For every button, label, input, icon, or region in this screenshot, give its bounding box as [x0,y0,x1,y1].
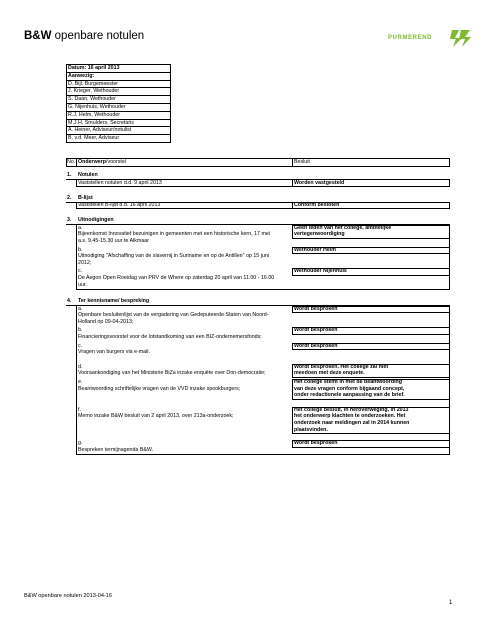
purmerend-logo [388,28,472,48]
attendee: S. Daan, Wethouder [68,96,116,103]
section-box [76,202,450,210]
item-text: b. [78,246,83,253]
item-text: Vaststellen B-lijst d.d. 16 april 2013 [78,202,161,209]
item-decision: Wordt besproken [294,327,338,334]
section-number: 1. [67,172,72,178]
item-decision: Wordt besproken. Het college zal niet [294,363,389,370]
item-text: uur. [78,281,87,288]
item-decision: van deze vragen conform bijgaand concept, [294,385,405,392]
attendee: A. Heiner, Adviseur/notulist [68,127,132,134]
row-divider [66,103,171,104]
item-text: Beantwoording schriftelijke vragen van de VVD inzake spookburgers; [78,385,241,392]
section-title: Ter kennisname/ bespreking [78,298,150,305]
item-text: Openbare besluitenlijst van de vergadering van Gedeputeerde Staten van Noord- [78,312,269,319]
row-divider [66,119,171,120]
section-number: 4. [67,298,72,305]
item-text: e. [78,379,83,385]
item-text: g. [78,440,83,447]
attendee: R.J. Helm, Wethouder [68,111,121,118]
item-text: Vragen van burgers via e-mail. [78,349,150,356]
item-decision: meedoen met deze enquete. [294,370,365,377]
section-number: 3. [67,217,72,224]
attendee: M.J.H. Smulders, Secretaris [68,119,134,126]
item-text: b. [78,327,83,334]
row-divider [66,87,171,88]
section-number: 2. [67,194,72,201]
item-text: d. [78,363,83,370]
section-box [76,305,450,455]
item-decision: Worden vastgesteld [294,179,345,186]
item-text: Memo inzake B&W besluit van 2 april 2013, over 213a-onderzoek; [78,413,234,420]
attendee: B. v.d. Meer, Adviseur [68,135,120,142]
row-divider [66,72,171,73]
decision-divider [292,202,293,210]
logo-mark-icon [450,28,472,48]
decision-divider [292,179,293,187]
row-divider [66,80,171,81]
section-title: Uitnodigingen [78,217,114,224]
section-title: Notulen [78,172,98,178]
attendee: G. Nijenhuis, Wethouder [68,104,126,110]
title-rest: openbare notulen [51,30,145,42]
item-decision: onder redactionele aanpassing van de brief. [294,392,405,399]
present-label: Aanwezig: [68,72,95,79]
row-divider [66,95,171,96]
title-bold: B&W [24,30,52,42]
item-decision: plaatsvinden. [294,426,328,433]
item-decision: het onderwerp klachten te onderzoeken. Het [294,413,406,420]
col-no: No. [67,159,76,165]
item-text: a.s. 9.45-15.30 uur te Alkmaar [78,237,149,244]
row-divider [66,111,171,112]
attendee: J. Krieger, Wethouder [68,88,120,95]
section-title: B-lijst [78,194,93,201]
item-text: Holland op 09-04-2013; [78,318,134,325]
footer-label: B&W openbare notulen 2013-04-16 [24,593,113,599]
item-text: c. [78,268,83,275]
item-decision: Geen leden van het college, ambtelijke [294,224,392,231]
item-decision: Conform besloten [294,202,340,209]
col-subject-rest: /voorstel [105,159,126,165]
item-decision: Wordt besproken [294,305,338,312]
col-subject-bold: Onderwerp [78,159,106,165]
item-text: Vooraankondiging van het Ministerie BiZa inzake enquête over Don-democratie; [78,370,266,377]
logo-text: PURMEREND [388,35,433,41]
item-decision: Wethouder Nijenhuis [294,268,347,275]
item-decision: onderzoek naar meldingen zal in 2014 kunnen [294,420,410,426]
item-decision: Het college besluit, in heroverweging, in 2013 [294,406,409,413]
row-divider [66,126,171,127]
item-text: Uitnodiging "Afschaffing van de slavernij in Suriname en op de Antillen" op 15 juni [78,253,269,260]
section-box [76,179,450,187]
header-divider [76,158,77,167]
item-text: Bijeenkomst Innovatief bezuinigen in gemeenten met een historische kern, 17 mei [78,231,270,238]
col-subject [78,159,126,166]
item-text: a. [78,305,83,312]
meeting-date: Datum: 16 april 2013 [68,65,120,71]
item-decision: vertegenwoordiging [294,231,345,238]
row-divider [66,134,171,135]
item-text: Vaststellen notulen d.d. 9 april 2013 [78,179,162,186]
item-decision: Wethouder Helm [294,246,336,253]
item-text: De Aegon Open Roeidag van PRV de Where op zaterdag 20 april van 11.00 - 16.00 [78,274,275,281]
col-decision: Besluit [294,159,310,165]
item-decision: Wordt besproken [294,440,338,447]
page-number: 1 [449,600,453,606]
document-title [24,30,144,42]
item-text: Financieringsvoorstel voor de lotstandkoming van een BIZ-ondernemersfonds; [78,334,262,340]
section-box [76,224,450,290]
item-text: a. [78,224,83,231]
item-text: 2012; [78,259,92,266]
header-divider [292,158,293,167]
item-decision: Het college stemt in met de beantwoording [294,379,403,385]
item-text: c. [78,342,83,349]
attendee: D. Bijl, Burgemeester [68,80,119,87]
item-text: f. [78,406,81,413]
item-text: Bespreken termijnagenda B&W. [78,446,154,453]
item-decision: Wordt besproken [294,342,338,349]
